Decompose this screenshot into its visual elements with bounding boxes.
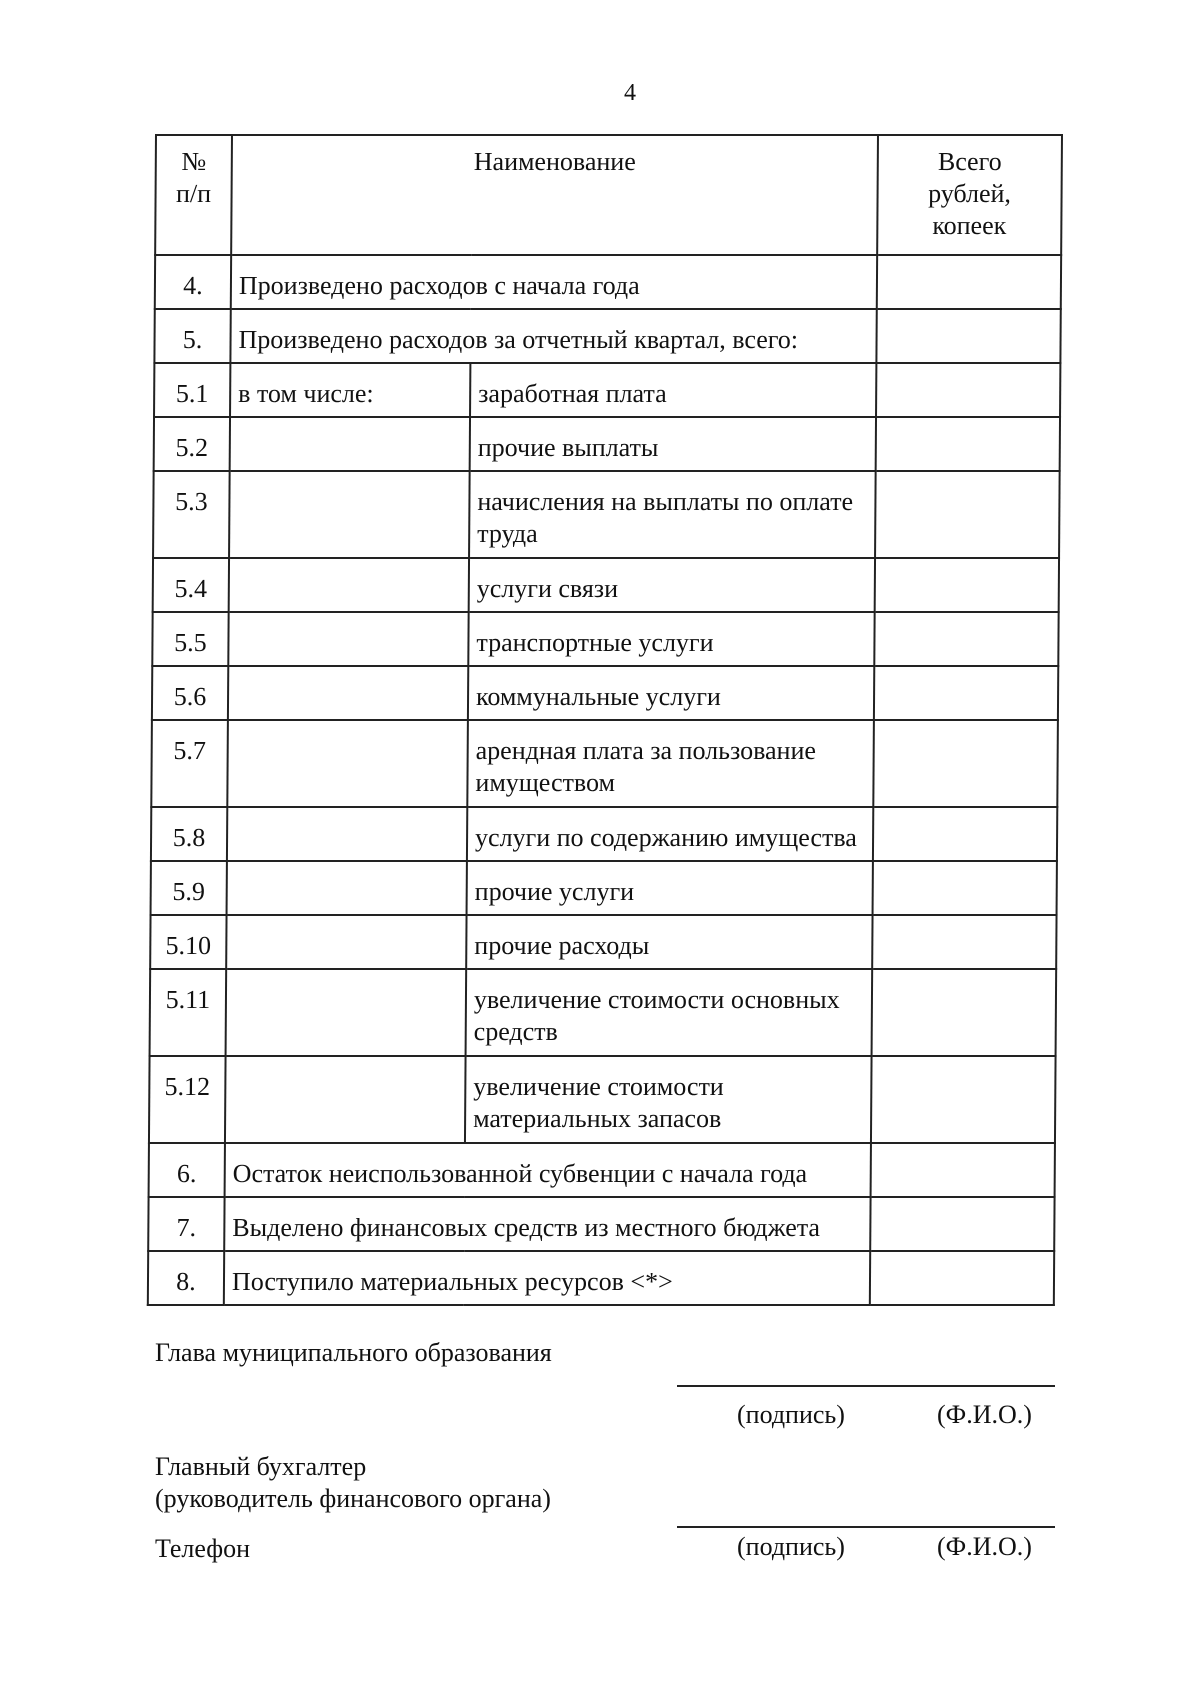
row-name: Остаток неиспользованной субвенции с начала года xyxy=(225,1143,871,1197)
table-row xyxy=(151,720,1058,807)
table-row xyxy=(155,255,1061,309)
row-total-cell[interactable] xyxy=(871,1143,1055,1197)
header-name: Наименование xyxy=(231,135,878,255)
row-total-cell[interactable] xyxy=(877,255,1061,309)
head-signature-label: (подпись) xyxy=(737,1400,845,1429)
row-total-cell[interactable] xyxy=(873,807,1057,861)
table-row xyxy=(152,612,1058,666)
row-total-cell[interactable] xyxy=(875,558,1059,612)
row-name: Произведено расходов за отчетный квартал, всего: xyxy=(230,309,876,363)
row-total-cell[interactable] xyxy=(876,363,1060,417)
table-row xyxy=(153,558,1059,612)
row-number: 5.11 xyxy=(150,969,227,1056)
row-item: начисления на выплаты по оплате труда xyxy=(469,471,876,558)
table-row xyxy=(154,309,1060,363)
table-row xyxy=(148,1197,1054,1251)
table-row xyxy=(150,915,1056,969)
table-row xyxy=(149,1143,1055,1197)
row-number: 5.12 xyxy=(149,1056,226,1143)
header-num-line2: п/п xyxy=(175,179,212,208)
table-row xyxy=(149,1056,1056,1143)
accountant-signature-line[interactable] xyxy=(677,1526,1055,1528)
head-title: Глава муниципального образования xyxy=(155,1338,552,1367)
table-row xyxy=(152,666,1058,720)
row-item: увеличение стоимости материальных запасов xyxy=(465,1056,872,1143)
row-number: 5.10 xyxy=(150,915,226,969)
row-item: услуги по содержанию имущества xyxy=(467,807,873,861)
row-total-cell[interactable] xyxy=(870,1251,1054,1305)
row-item: услуги связи xyxy=(469,558,875,612)
row-item: коммунальные услуги xyxy=(468,666,874,720)
row-number: 5.9 xyxy=(151,861,227,915)
row-number: 7. xyxy=(148,1197,224,1251)
row-number: 5.3 xyxy=(153,471,230,558)
row-number: 5.8 xyxy=(151,807,227,861)
row-number: 5.5 xyxy=(152,612,228,666)
row-item: заработная плата xyxy=(470,363,876,417)
row-total-cell[interactable] xyxy=(873,720,1058,807)
header-total-line3: копеек xyxy=(932,211,1007,240)
row-group-cell xyxy=(226,915,466,969)
phone-label: Телефон xyxy=(155,1534,251,1563)
row-group-cell xyxy=(229,471,470,558)
row-number: 5.6 xyxy=(152,666,228,720)
row-group-label: в том числе: xyxy=(230,363,470,417)
row-group-cell xyxy=(226,969,467,1056)
row-total-cell[interactable] xyxy=(873,861,1057,915)
row-total-cell[interactable] xyxy=(872,969,1057,1056)
row-name: Поступило материальных ресурсов <*> xyxy=(224,1251,870,1305)
row-number: 4. xyxy=(155,255,231,309)
row-item: транспортные услуги xyxy=(468,612,874,666)
row-name: Выделено финансовых средств из местного бюджета xyxy=(224,1197,870,1251)
header-num xyxy=(155,135,232,255)
row-total-cell[interactable] xyxy=(876,309,1060,363)
row-item: прочие расходы xyxy=(466,915,872,969)
accountant-signature-label: (подпись) xyxy=(737,1532,845,1561)
row-number: 8. xyxy=(148,1251,224,1305)
row-number: 5.7 xyxy=(151,720,228,807)
row-group-cell xyxy=(227,861,467,915)
row-total-cell[interactable] xyxy=(874,612,1058,666)
accountant-title-line2: (руководитель финансового органа) xyxy=(155,1484,551,1513)
head-signature-line[interactable] xyxy=(677,1385,1055,1387)
expense-report-table xyxy=(147,134,1063,1306)
table-row xyxy=(150,969,1057,1056)
row-number: 5. xyxy=(154,309,230,363)
row-total-cell[interactable] xyxy=(870,1197,1054,1251)
table-row xyxy=(151,861,1057,915)
row-group-cell xyxy=(229,558,469,612)
header-total-line2: рублей, xyxy=(928,179,1012,208)
row-item: арендная плата за пользование имуществом xyxy=(467,720,874,807)
head-fio-label: (Ф.И.О.) xyxy=(937,1400,1032,1429)
table-header-row xyxy=(155,135,1062,255)
header-num-line1: № xyxy=(181,147,207,176)
row-group-cell xyxy=(228,666,468,720)
page-number: 4 xyxy=(624,80,636,106)
row-item: прочие услуги xyxy=(467,861,873,915)
row-group-cell xyxy=(225,1056,466,1143)
row-total-cell[interactable] xyxy=(875,471,1060,558)
header-total xyxy=(877,135,1062,255)
row-group-cell xyxy=(227,807,467,861)
table-row xyxy=(148,1251,1054,1305)
row-total-cell[interactable] xyxy=(876,417,1060,471)
row-number: 6. xyxy=(149,1143,225,1197)
table-row xyxy=(153,471,1060,558)
table-row xyxy=(154,363,1060,417)
accountant-title-line1: Главный бухгалтер xyxy=(155,1452,367,1481)
row-group-cell xyxy=(230,417,470,471)
row-number: 5.1 xyxy=(154,363,230,417)
table-row xyxy=(151,807,1057,861)
row-total-cell[interactable] xyxy=(872,915,1056,969)
row-number: 5.2 xyxy=(154,417,230,471)
row-total-cell[interactable] xyxy=(874,666,1058,720)
row-group-cell xyxy=(228,612,468,666)
table-row xyxy=(154,417,1060,471)
row-number: 5.4 xyxy=(153,558,229,612)
row-group-cell xyxy=(227,720,468,807)
row-total-cell[interactable] xyxy=(871,1056,1056,1143)
accountant-fio-label: (Ф.И.О.) xyxy=(937,1532,1032,1561)
row-item: прочие выплаты xyxy=(470,417,876,471)
header-total-line1: Всего xyxy=(937,147,1002,176)
row-item: увеличение стоимости основных средств xyxy=(466,969,873,1056)
row-name: Произведено расходов с начала года xyxy=(231,255,877,309)
